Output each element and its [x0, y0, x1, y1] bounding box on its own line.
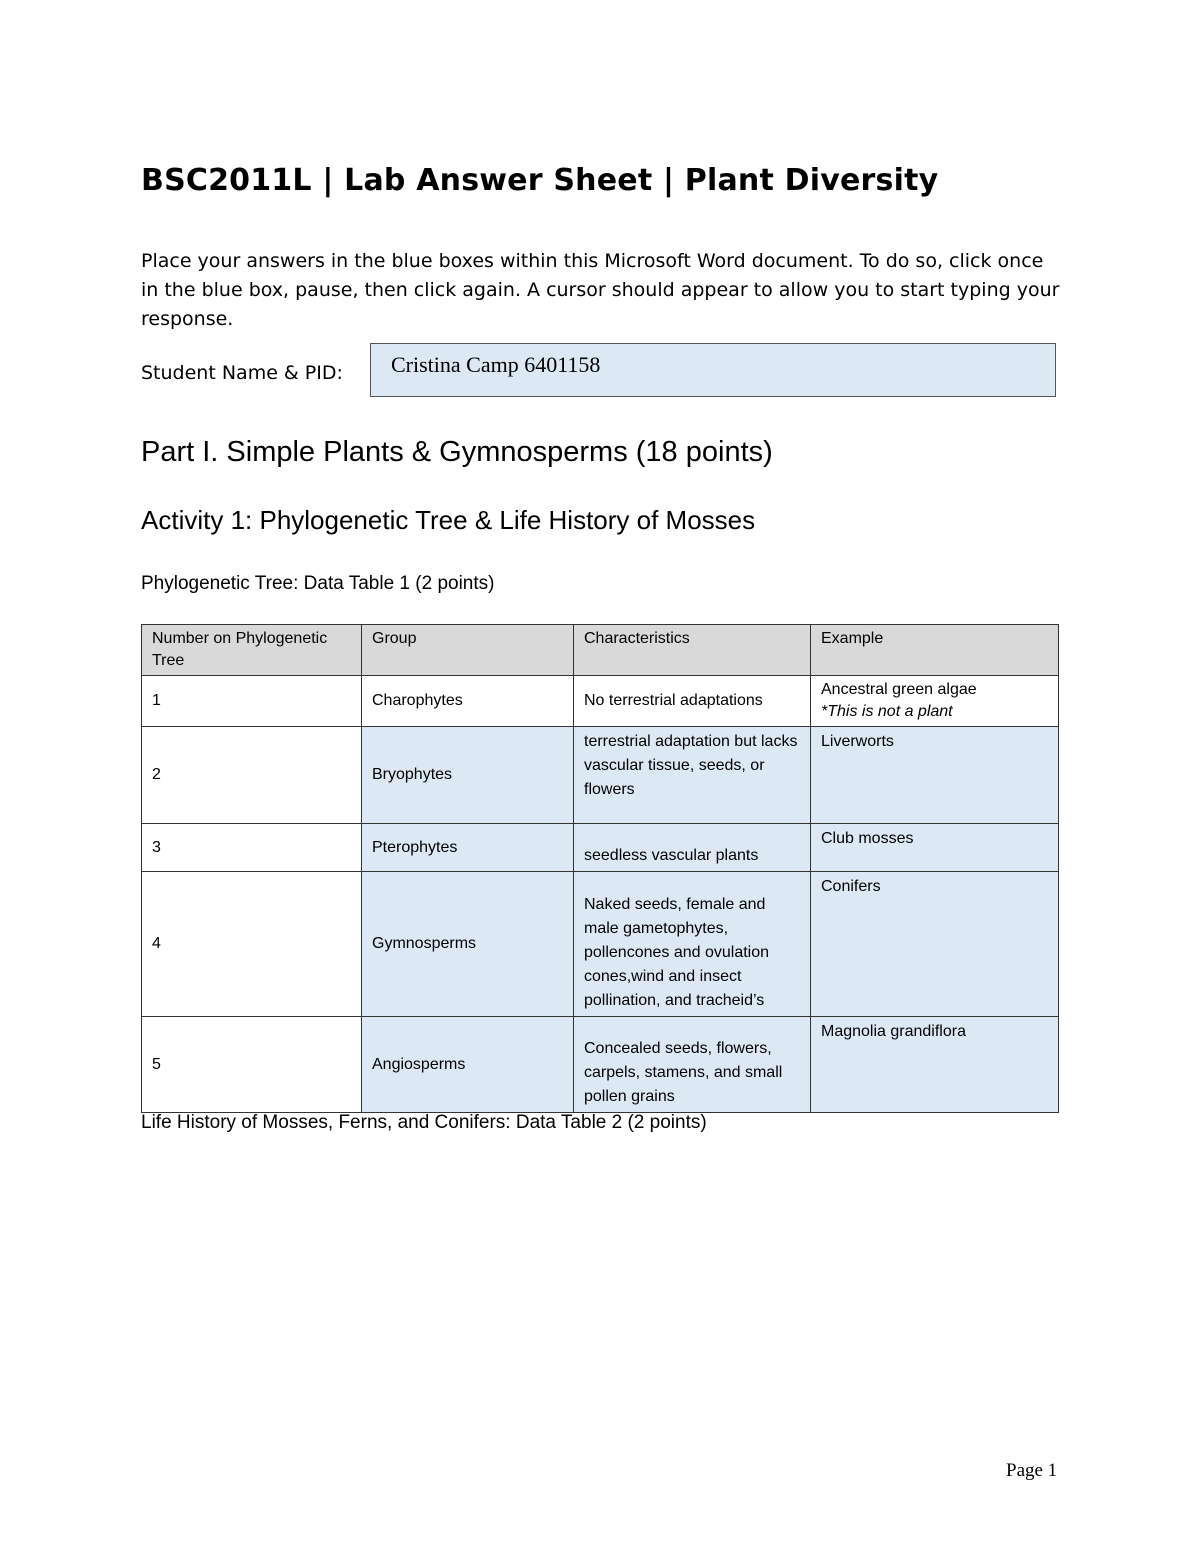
page-title: BSC2011L | Lab Answer Sheet | Plant Diversity: [141, 163, 939, 198]
row-number: 2: [142, 727, 362, 824]
data-table-1: [141, 624, 1059, 1113]
header-characteristics: Characteristics: [574, 625, 811, 676]
row-example-note: *This is not a plant: [821, 703, 953, 720]
header-example: Example: [811, 625, 1059, 676]
row-example-input[interactable]: Club mosses: [811, 824, 1059, 872]
row-example-input[interactable]: Conifers: [811, 872, 1059, 1017]
table-row: [142, 727, 1059, 824]
table-row: [142, 824, 1059, 872]
row-example-cell: [811, 676, 1059, 727]
row-group-input[interactable]: Pterophytes: [362, 824, 574, 872]
table1-caption: Phylogenetic Tree: Data Table 1 (2 points): [141, 573, 495, 594]
table2-caption: Life History of Mosses, Ferns, and Conifers: Data Table 2 (2 points): [141, 1112, 707, 1133]
header-number: Number on Phylogenetic Tree: [142, 625, 362, 676]
row-characteristics: No terrestrial adaptations: [574, 676, 811, 727]
row-characteristics-input[interactable]: Concealed seeds, flowers, carpels, stamens, and small pollen grains: [574, 1017, 811, 1113]
row-example-input[interactable]: Magnolia grandiflora: [811, 1017, 1059, 1113]
row-example-input[interactable]: Liverworts: [811, 727, 1059, 824]
table-header-row: [142, 625, 1059, 676]
row-group-input[interactable]: Bryophytes: [362, 727, 574, 824]
header-group: Group: [362, 625, 574, 676]
row-group: Charophytes: [362, 676, 574, 727]
row-number: 4: [142, 872, 362, 1017]
row-number: 5: [142, 1017, 362, 1113]
row-number: 1: [142, 676, 362, 727]
part-heading: Part I. Simple Plants & Gymnosperms (18 points): [141, 436, 773, 468]
row-example: Ancestral green algae: [821, 681, 977, 698]
instructions-paragraph: Place your answers in the blue boxes within this Microsoft Word document. To do so, click once in the blue box, pause, then click again. A cursor should appear to allow you to start typing your response.: [141, 250, 1060, 330]
table-row: [142, 872, 1059, 1017]
row-group-input[interactable]: Gymnosperms: [362, 872, 574, 1017]
student-name-input[interactable]: Cristina Camp 6401158: [370, 343, 1056, 397]
table-row: [142, 1017, 1059, 1113]
row-characteristics-input[interactable]: Naked seeds, female and male gametophytes, pollencones and ovulation cones,wind and insect pollination, and tracheid’s: [574, 872, 811, 1017]
activity-heading: Activity 1: Phylogenetic Tree & Life History of Mosses: [141, 505, 756, 535]
row-characteristics-input[interactable]: terrestrial adaptation but lacks vascular tissue, seeds, or flowers: [574, 727, 811, 824]
row-characteristics-input[interactable]: seedless vascular plants: [574, 824, 811, 872]
page-number: Page 1: [1006, 1460, 1058, 1481]
student-name-label: Student Name & PID:: [141, 362, 343, 384]
row-number: 3: [142, 824, 362, 872]
row-group-input[interactable]: Angiosperms: [362, 1017, 574, 1113]
table-row: [142, 676, 1059, 727]
